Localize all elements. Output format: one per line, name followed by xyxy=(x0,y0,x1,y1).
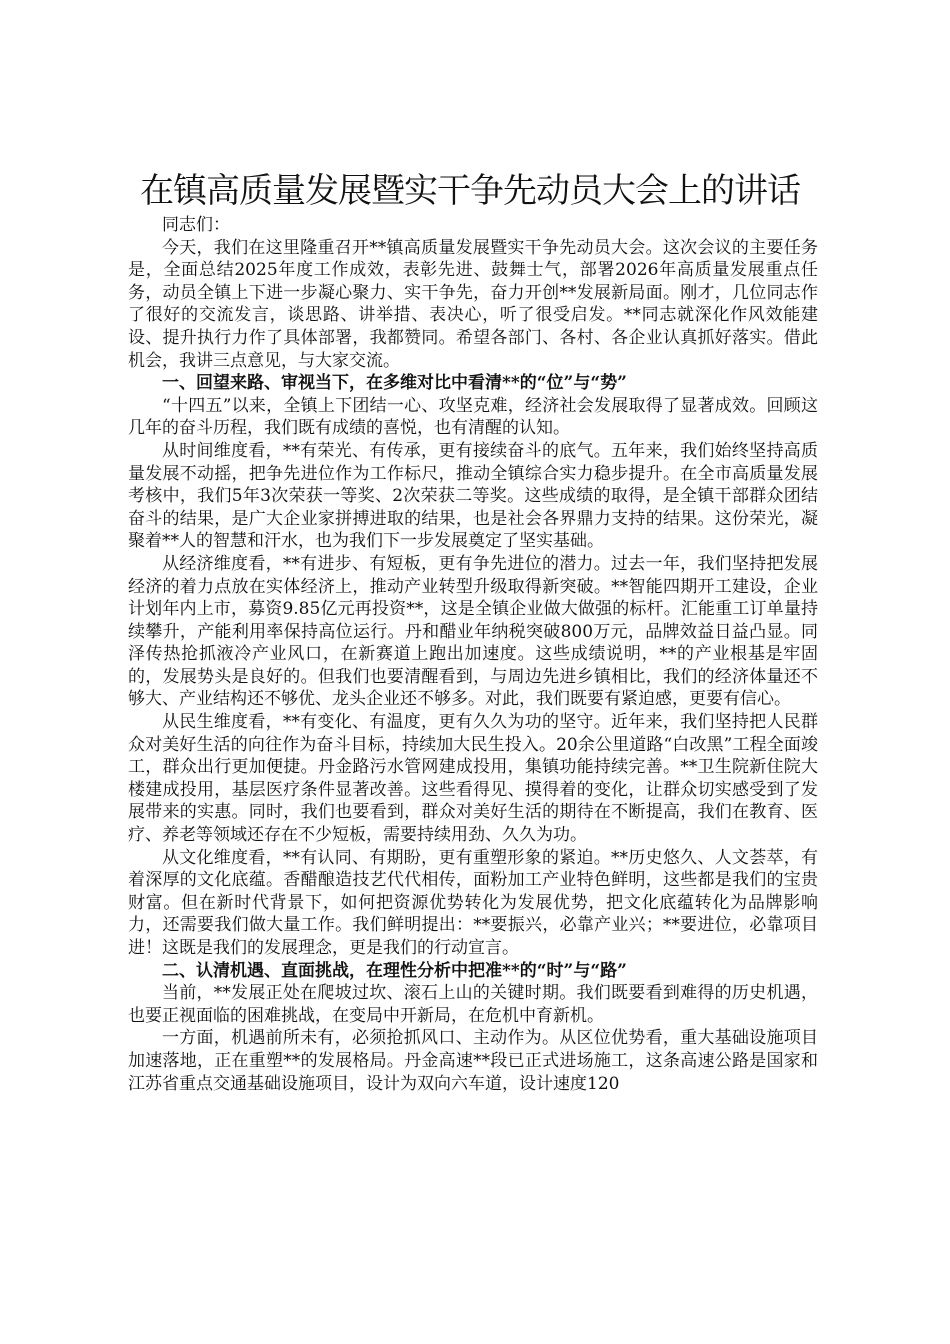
paragraph: 从文化维度看，**有认同、有期盼，更有重塑形象的紧迫。**历史悠久、人文荟萃，有着深厚的文化底蕴。香醋酿造技艺代代相传，面粉加工产业特色鲜明，这些都是我们的宝贵财富。但在新时代背景下，如何把资源优势转化为发展优势，把文化底蕴转化为品牌影响力，还需要我们做大量工作。我们鲜明提出：**要振兴，必靠产业兴；**要进位，必靠项目进！这既是我们的发展理念，更是我们的行动宣言。 xyxy=(128,847,818,958)
paragraph: 一方面，机遇前所未有，必须抢抓风口、主动作为。从区位优势看，重大基础设施项目加速落地，正在重塑**的发展格局。丹金高速**段已正式进场施工，这条高速公路是国家和江苏省重点交通基础设施项目，设计为双向六车道，设计速度120 xyxy=(128,1028,818,1094)
document-page xyxy=(128,168,818,1095)
paragraph: 从经济维度看，**有进步、有短板，更有争先进位的潜力。过去一年，我们坚持把发展经济的着力点放在实体经济上，推动产业转型升级取得新突破。**智能四期开工建设，企业计划年内上市，募资9.85亿元再投资**，这是全镇企业做大做强的标杆。汇能重工订单量持续攀升，产能利用率保持高位运行。丹和醋业年纳税突破800万元，品牌效益日益凸显。同泽传热抢抓液冷产业风口，在新赛道上跑出加速度。这些成绩说明，**的产业根基是牢固的，发展势头是良好的。但我们也要清醒看到，与周边先进乡镇相比，我们的经济体量还不够大、产业结构还不够优、龙头企业还不够多。对此，我们既要有紧迫感，更要有信心。 xyxy=(128,553,818,710)
section-heading-2: 二、认清机遇、直面挑战，在理性分析中把准**的“时”与“路” xyxy=(162,960,627,981)
paragraph: “十四五”以来，全镇上下团结一心、攻坚克难，经济社会发展取得了显著成效。回顾这几年的奋斗历程，我们既有成绩的喜悦，也有清醒的认知。 xyxy=(128,395,818,439)
paragraph-intro: 今天，我们在这里隆重召开**镇高质量发展暨实干争先动员大会。这次会议的主要任务是，全面总结2025年度工作成效，表彰先进、鼓舞士气，部署2026年高质量发展重点任务，动员全镇上下进一步凝心聚力、实干争先，奋力开创**发展新局面。刚才，几位同志作了很好的交流发言，谈思路、讲举措、表决心，听了很受启发。**同志就深化作风效能建设、提升执行力作了具体部署，我都赞同。希望各部门、各村、各企业认真抓好落实。借此机会，我讲三点意见，与大家交流。 xyxy=(128,237,818,371)
paragraph: 当前，**发展正处在爬坡过坎、滚石上山的关键时期。我们既要看到难得的历史机遇，也要正视面临的困难挑战，在变局中开新局，在危机中育新机。 xyxy=(128,983,818,1026)
paragraph: 从时间维度看，**有荣光、有传承，更有接续奋斗的底气。五年来，我们始终坚持高质量发展不动摇，把争先进位作为工作标尺，推动全镇综合实力稳步提升。在全市高质量发展考核中，我们5年3次荣获一等奖、2次荣获二等奖。这些成绩的取得，是全镇干部群众团结奋斗的结果，是广大企业家拼搏进取的结果，也是社会各界鼎力支持的结果。这份荣光，凝聚着**人的智慧和汗水，也为我们下一步发展奠定了坚实基础。 xyxy=(128,440,818,552)
document-title: 在镇高质量发展暨实干争先动员大会上的讲话 xyxy=(140,171,800,211)
salutation: 同志们： xyxy=(162,215,230,235)
paragraph: 从民生维度看，**有变化、有温度，更有久久为功的坚守。近年来，我们坚持把人民群众对美好生活的向往作为奋斗目标，持续加大民生投入。20余公里道路“白改黑”工程全面竣工，群众出行更加便捷。丹金路污水管网建成投用，集镇功能持续完善。**卫生院新住院大楼建成投用，基层医疗条件显著改善。这些看得见、摸得着的变化，让群众切实感受到了发展带来的实惠。同时，我们也要看到，群众对美好生活的期待在不断提高，我们在教育、医疗、养老等领域还存在不少短板，需要持续用劲、久久为功。 xyxy=(128,712,818,846)
section-heading-1: 一、回望来路、审视当下，在多维对比中看清**的“位”与“势” xyxy=(162,373,627,394)
